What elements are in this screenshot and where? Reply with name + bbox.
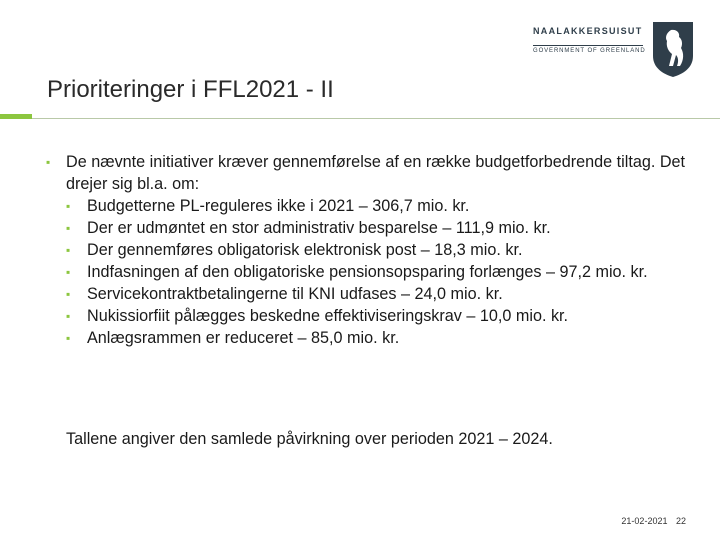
government-logo: [533, 20, 703, 80]
bullet-icon: ▪: [66, 331, 71, 345]
sub-bullet-list: [46, 195, 686, 349]
main-bullet: [46, 151, 686, 195]
bullet-icon: ▪: [66, 265, 71, 279]
slide-body: [46, 151, 686, 349]
main-bullet-text: De nævnte initiativer kræver gennemførelse af en række budgetforbedrende tiltag. Det drejer sig bl.a. om:: [66, 153, 686, 193]
page-number: 22: [675, 516, 686, 526]
list-item-text: Servicekontraktbetalingerne til KNI udfases – 24,0 mio. kr.: [87, 285, 503, 303]
bullet-icon: ▪: [66, 221, 71, 235]
title-accent-bar: [0, 114, 32, 119]
list-item-text: Nukissiorfiit pålægges beskedne effektiviseringskrav – 10,0 mio. kr.: [87, 307, 569, 325]
slide-footer: [621, 516, 686, 526]
logo-divider: [533, 45, 643, 46]
list-item: [46, 217, 686, 239]
polar-bear-shield-icon: [651, 20, 695, 78]
logo-name: NAALAKKERSUISUT: [533, 26, 643, 36]
summary-note: Tallene angiver den samlede påvirkning over perioden 2021 – 2024.: [66, 430, 553, 448]
logo-subtitle: GOVERNMENT OF GREENLAND: [533, 48, 646, 54]
bullet-icon: ▪: [46, 155, 51, 169]
bullet-icon: ▪: [66, 243, 71, 257]
bullet-icon: ▪: [66, 199, 71, 213]
list-item-text: Anlægsrammen er reduceret – 85,0 mio. kr.: [87, 329, 400, 347]
bullet-icon: ▪: [66, 287, 71, 301]
list-item: [46, 327, 686, 349]
list-item: [46, 305, 686, 327]
list-item: [46, 239, 686, 261]
list-item-text: Der gennemføres obligatorisk elektronisk post – 18,3 mio. kr.: [87, 241, 523, 259]
list-item: [46, 261, 686, 283]
title-divider: [0, 118, 720, 119]
footer-date: 21-02-2021: [621, 516, 668, 526]
list-item: [46, 195, 686, 217]
bullet-icon: ▪: [66, 309, 71, 323]
list-item-text: Indfasningen af den obligatoriske pensionsopsparing forlænges – 97,2 mio. kr.: [87, 263, 648, 281]
list-item-text: Der er udmøntet en stor administrativ besparelse – 111,9 mio. kr.: [87, 219, 551, 237]
slide-title: Prioriteringer i FFL2021 - II: [47, 76, 334, 103]
list-item-text: Budgetterne PL-reguleres ikke i 2021 – 306,7 mio. kr.: [87, 197, 470, 215]
list-item: [46, 283, 686, 305]
